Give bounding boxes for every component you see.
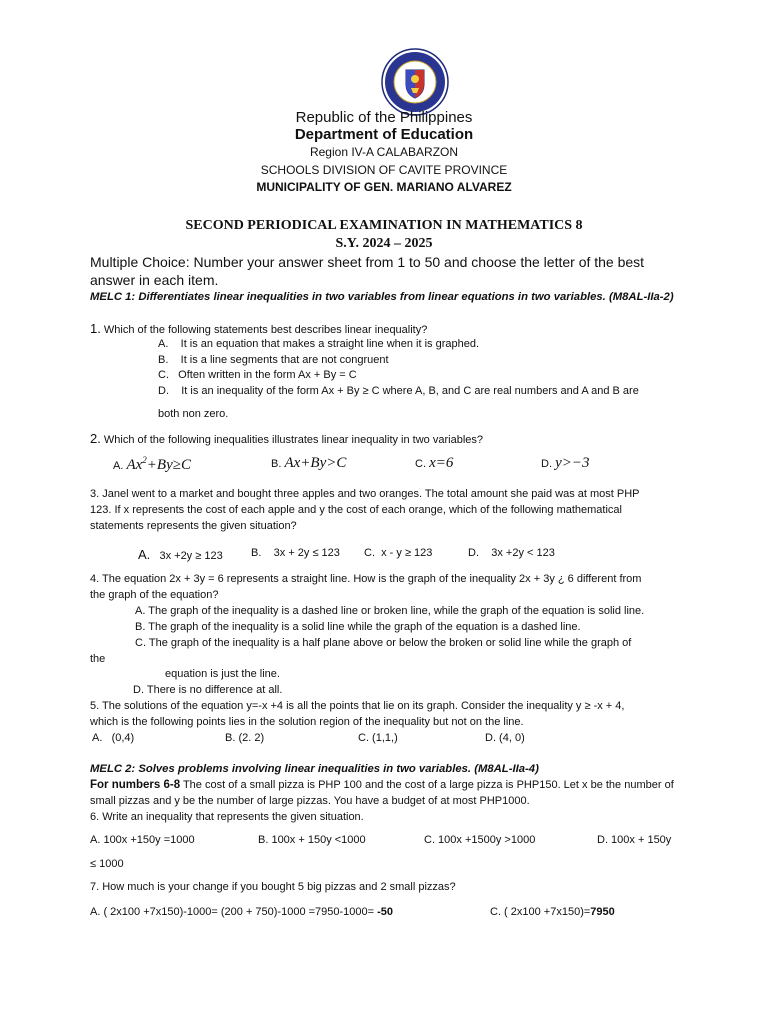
question-6-option-d: D. 100x + 150y	[597, 834, 672, 846]
question-1-option-a: A. It is an equation that makes a straight line when it is graphed.	[158, 338, 480, 350]
question-1-option-c: C. Often written in the form Ax + By = C	[158, 369, 357, 381]
question-1-option-d: D. It is an inequality of the form Ax + By ≥ C where A, B, and C are real numbers and A and B are	[158, 385, 639, 397]
question-6-option-d-continued: ≤ 1000	[90, 858, 124, 870]
question-4-option-c: C. The graph of the inequality is a half plane above or below the broken or solid line while the graph of	[135, 637, 632, 649]
question-2-option-c: C. x=6	[415, 455, 454, 471]
question-5-option-d: D. (4, 0)	[485, 732, 525, 744]
question-1-number: 1.	[90, 321, 101, 336]
question-1-text: Which of the following statements best describes linear inequality?	[103, 324, 428, 336]
question-6: 6. Write an inequality that represents the given situation.	[90, 811, 364, 823]
question-4-option-b: B. The graph of the inequality is a solid line while the graph of the equation is a dashed line.	[135, 621, 581, 633]
question-3-option-c: C. x - y ≥ 123	[364, 547, 433, 559]
question-4-option-a: A. The graph of the inequality is a dashed line or broken line, while the graph of the equation is solid line.	[135, 605, 645, 617]
question-2-text: Which of the following inequalities illustrates linear inequality in two variables?	[103, 434, 483, 446]
instructions-line-1: Multiple Choice: Number your answer sheet from 1 to 50 and choose the letter of the best	[90, 254, 645, 270]
question-6-option-b: B. 100x + 150y <1000	[258, 834, 366, 846]
question-5-option-c: C. (1,1,)	[358, 732, 398, 744]
question-5-line-1: 5. The solutions of the equation y=-x +4 is all the points that lie on its graph. Consider the inequality y ≥ -x + 4,	[90, 700, 625, 712]
region-heading: Region IV-A CALABARZON	[309, 145, 459, 159]
republic-heading: Republic of the Philippines	[295, 109, 473, 126]
question-4-option-c-continued: equation is just the line.	[165, 668, 280, 680]
question-2-option-b: B. Ax+By>C	[271, 455, 347, 471]
question-7-option-c: C. ( 2x100 +7x150)=7950	[490, 906, 615, 918]
deped-seal-logo	[381, 48, 449, 116]
question-6-option-a: A. 100x +150y =1000	[90, 834, 195, 846]
school-year: S.Y. 2024 – 2025	[335, 236, 433, 251]
question-6-option-c: C. 100x +1500y >1000	[424, 834, 536, 846]
municipality-heading: MUNICIPALITY OF GEN. MARIANO ALVAREZ	[256, 180, 512, 194]
question-4-line-2: the graph of the equation?	[90, 589, 219, 601]
melc-1-heading: MELC 1: Differentiates linear inequalities in two variables from linear equations in two variables. (M8AL-IIa-2)	[90, 291, 674, 303]
for-numbers-line-2: small pizzas and y be the number of large pizzas. You have a budget of at most PHP1000.	[90, 795, 530, 807]
question-2-option-a: A. $Ax^2+By\ge C$	[113, 455, 191, 473]
question-3-option-b: B. 3x + 2y ≤ 123	[251, 547, 340, 559]
question-3-option-d: D. 3x +2y < 123	[468, 547, 555, 559]
question-2	[90, 431, 483, 446]
instructions-line-2: answer in each item.	[90, 272, 219, 288]
question-4-option-c-the: the	[90, 653, 106, 665]
question-5-option-b: B. (2. 2)	[225, 732, 265, 744]
question-5-line-2: which is the following points lies in the solution region of the inequality but not on the line.	[90, 716, 524, 728]
question-3-line-2: 123. If x represents the cost of each apple and y the cost of each orange, which of the following mathematical	[90, 504, 622, 516]
question-1-option-d-continued: both non zero.	[158, 408, 229, 420]
department-heading: Department of Education	[294, 126, 474, 143]
question-2-number: 2.	[90, 431, 101, 446]
question-5-option-a: A. (0,4)	[92, 732, 135, 744]
question-3-option-a: A. 3x +2y ≥ 123	[138, 547, 223, 562]
question-1	[90, 321, 427, 336]
division-heading: SCHOOLS DIVISION OF CAVITE PROVINCE	[260, 163, 508, 177]
question-4-option-d: D. There is no difference at all.	[133, 684, 283, 696]
question-7-option-a: A. ( 2x100 +7x150)-1000= (200 + 750)-1000 =7950-1000= -50	[90, 906, 394, 918]
question-1-option-b: B. It is a line segments that are not congruent	[158, 354, 389, 366]
for-numbers-label: For numbers 6-8	[90, 779, 181, 791]
exam-title: SECOND PERIODICAL EXAMINATION IN MATHEMATICS 8	[185, 218, 583, 233]
question-4-line-1: 4. The equation 2x + 3y = 6 represents a straight line. How is the graph of the inequality 2x + 3y ¿ 6 different from	[90, 573, 642, 585]
question-3-line-3: statements represents the given situation?	[90, 520, 297, 532]
for-numbers-line-1: For numbers 6-8 The cost of a small pizza is PHP 100 and the cost of a large pizza is PHP150. Let x be the number of	[90, 779, 674, 791]
question-7: 7. How much is your change if you bought 5 big pizzas and 2 small pizzas?	[90, 881, 456, 893]
question-2-option-d: D. y>−3	[541, 455, 590, 471]
question-3-line-1: 3. Janel went to a market and bought three apples and two oranges. The total amount she paid was at most PHP	[90, 488, 640, 500]
melc-2-heading: MELC 2: Solves problems involving linear inequalities in two variables. (M8AL-IIa-4)	[90, 763, 539, 775]
